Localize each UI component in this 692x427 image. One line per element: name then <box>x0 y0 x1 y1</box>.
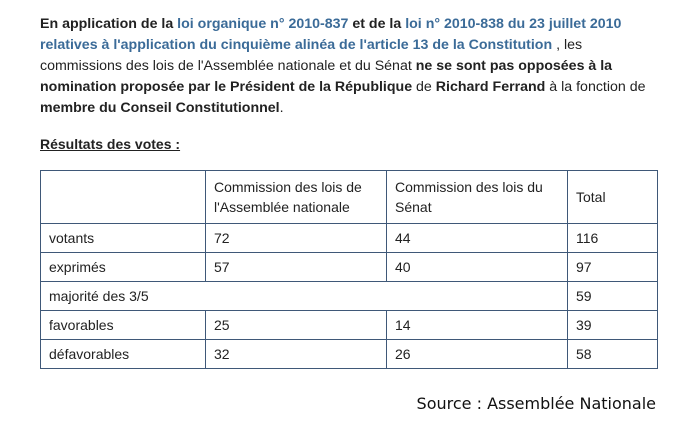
header-total: Total <box>568 171 658 224</box>
table-row-majorite <box>41 282 658 311</box>
intro-text-6: . <box>279 100 284 116</box>
cell-total: 39 <box>568 311 658 340</box>
cell-total: 59 <box>568 282 658 311</box>
cell-assemblee: 32 <box>206 340 387 369</box>
results-heading: Résultats des votes : <box>40 136 181 152</box>
header-empty-cell <box>41 171 206 224</box>
cell-assemblee: 57 <box>206 253 387 282</box>
row-label: exprimés <box>41 253 206 282</box>
nominee-name: Richard Ferrand <box>435 79 546 95</box>
table-row-exprimes <box>41 253 658 282</box>
header-assemblee: Commission des lois de l'Assemblée nationale <box>206 171 387 224</box>
row-label: favorables <box>41 311 206 340</box>
cell-total: 116 <box>568 224 658 253</box>
cell-senat: 14 <box>387 311 568 340</box>
source-caption: Source : Assemblée Nationale <box>416 394 656 413</box>
position-name: membre du Conseil Constitutionnel <box>40 100 280 116</box>
intro-text-3: , les commissions des lois de l'Assemblée nationale et du Sénat <box>40 37 583 74</box>
loi-organique-link[interactable]: loi organique n° 2010-837 <box>177 16 349 32</box>
votes-table <box>40 170 658 369</box>
row-label: majorité des 3/5 <box>41 282 568 311</box>
header-senat: Commission des lois du Sénat <box>387 171 568 224</box>
cell-assemblee: 25 <box>206 311 387 340</box>
table-row-favorables <box>41 311 658 340</box>
cell-senat: 40 <box>387 253 568 282</box>
intro-bold-1: ne se sont pas opposées à la nomination proposée par le Président de la République <box>40 58 613 95</box>
table-row-defavorables <box>41 340 658 369</box>
intro-text-1: En application de la <box>40 16 178 32</box>
table-header-row <box>41 171 658 224</box>
cell-total: 97 <box>568 253 658 282</box>
cell-assemblee: 72 <box>206 224 387 253</box>
cell-senat: 26 <box>387 340 568 369</box>
loi-2010-838-link[interactable]: loi n° 2010-838 du 23 juillet 2010 relatives à l'application du cinquième alinéa de l'article 13 de la Constitution <box>40 16 622 53</box>
row-label: défavorables <box>41 340 206 369</box>
intro-text-5: à la fonction de <box>545 79 646 95</box>
cell-total: 58 <box>568 340 658 369</box>
table-row-votants <box>41 224 658 253</box>
intro-text-4: de <box>412 79 436 95</box>
intro-paragraph <box>40 14 660 119</box>
intro-text-2: et de la <box>348 16 406 32</box>
cell-senat: 44 <box>387 224 568 253</box>
row-label: votants <box>41 224 206 253</box>
